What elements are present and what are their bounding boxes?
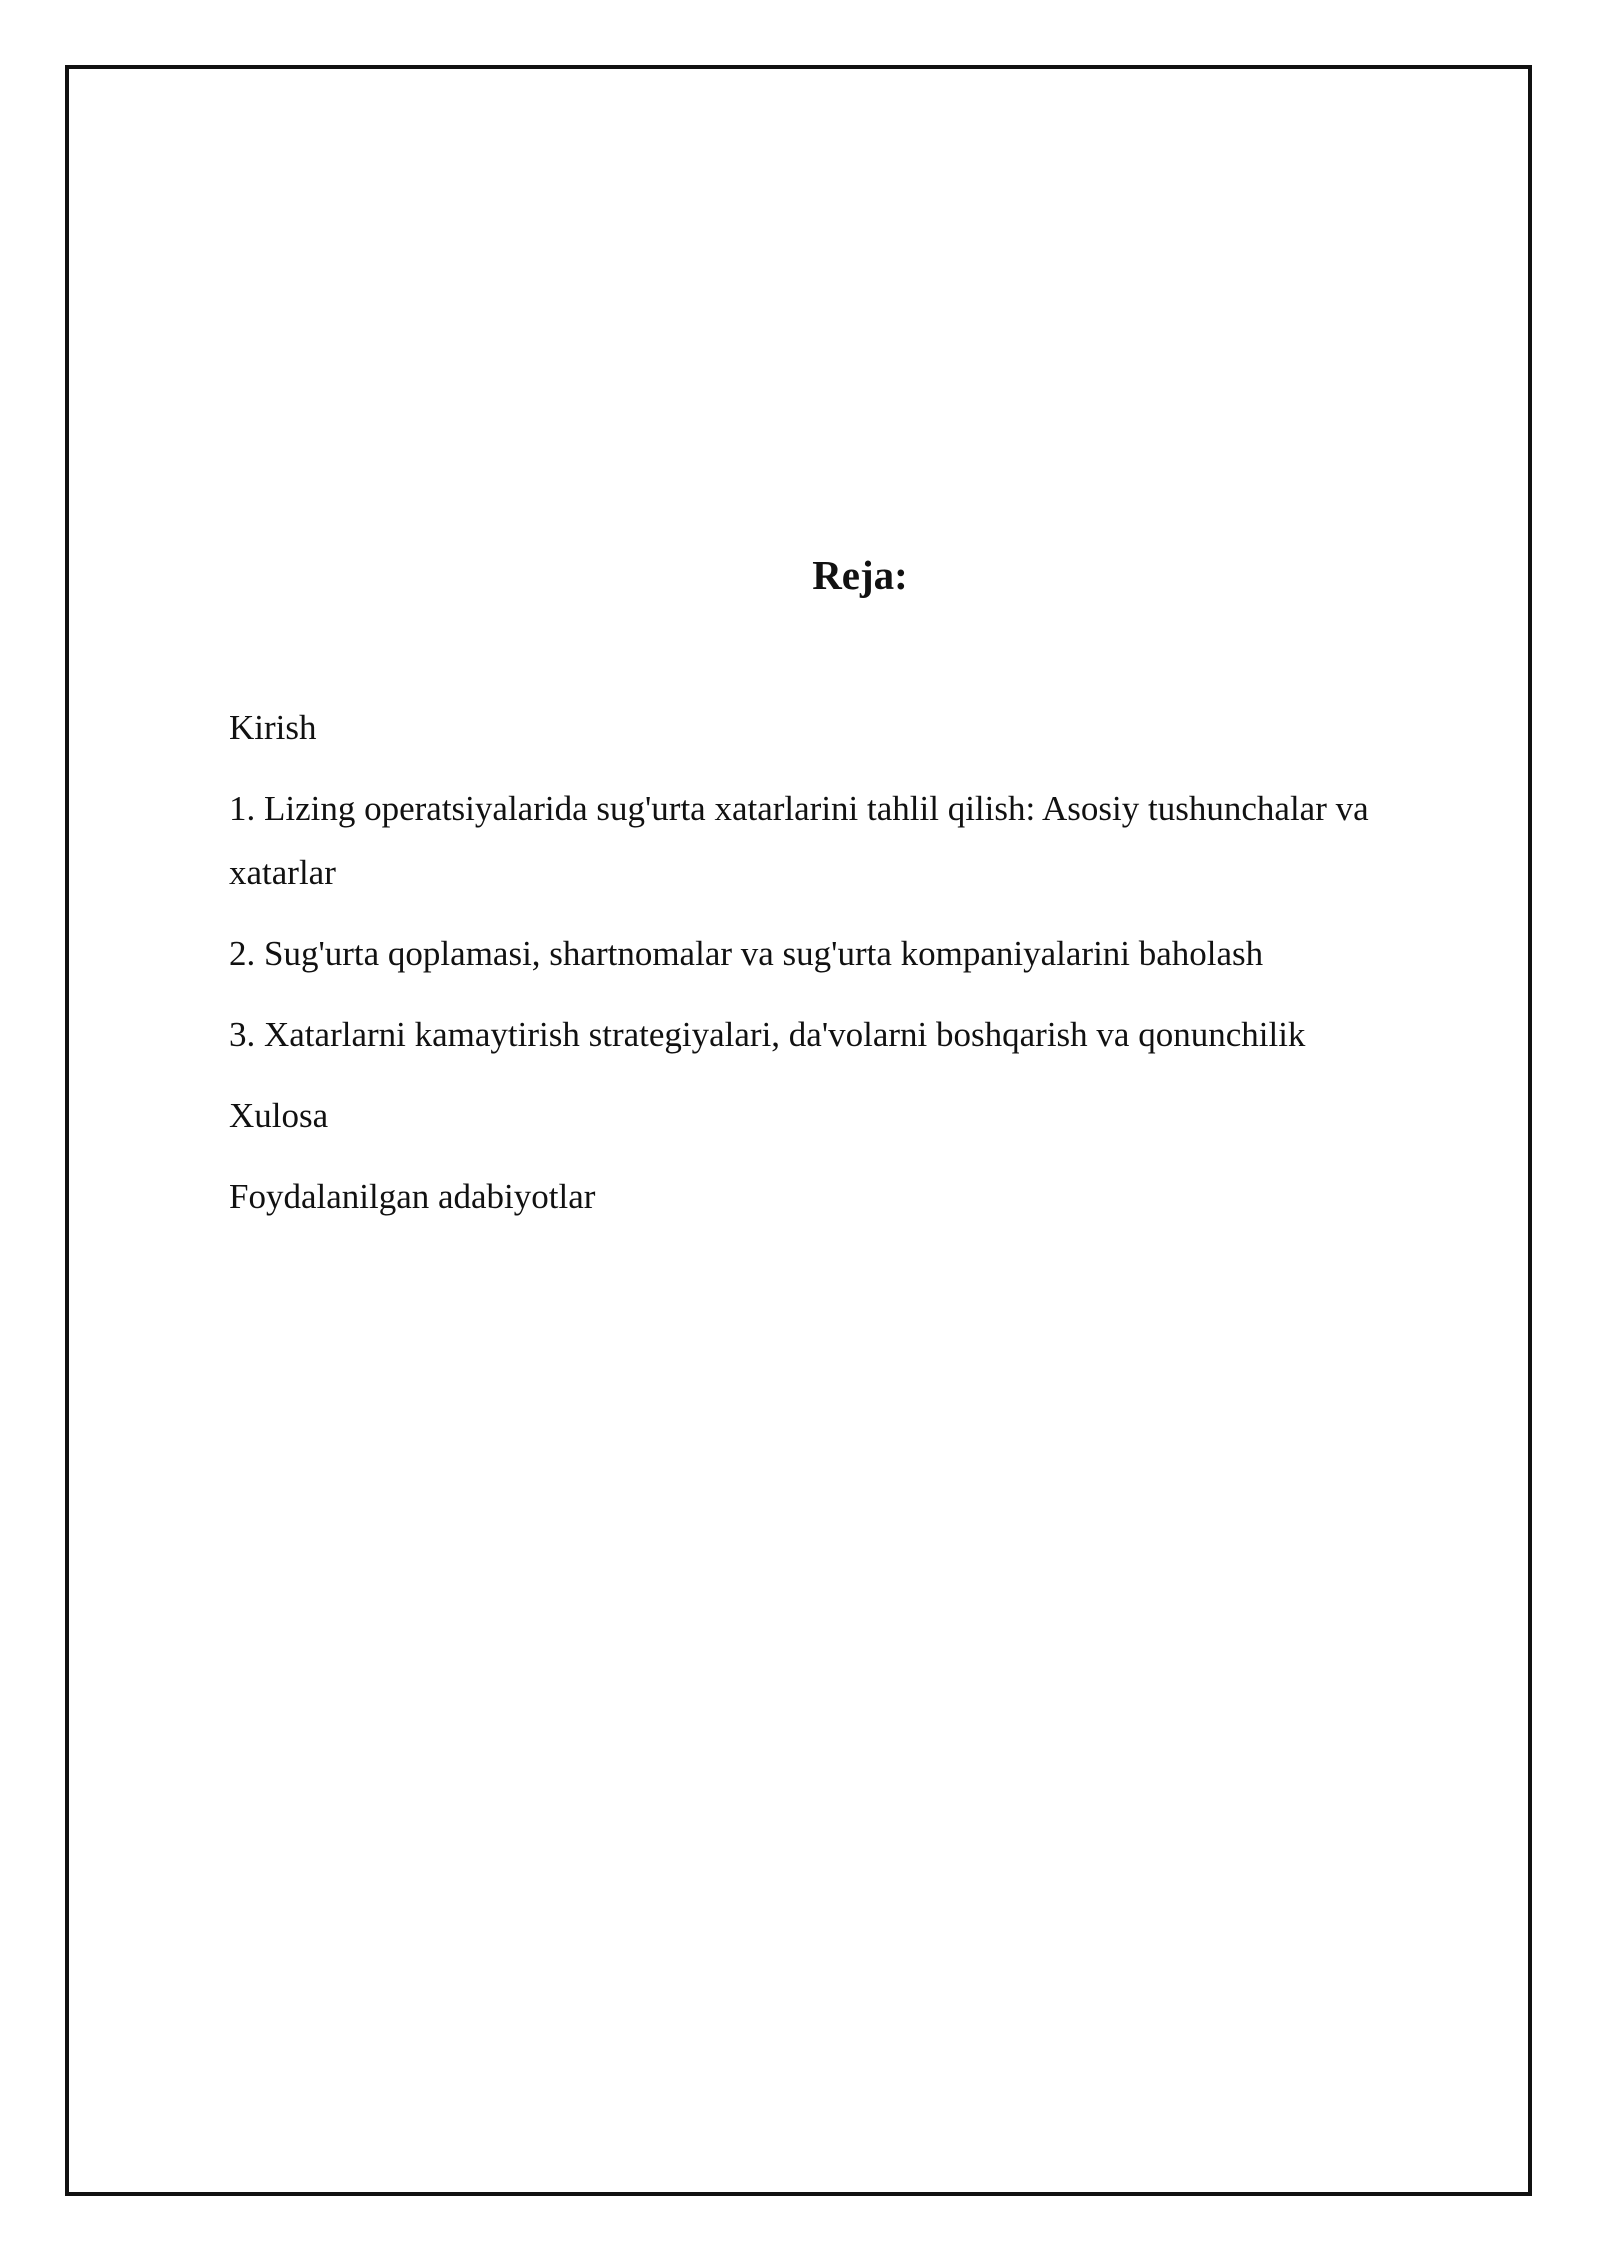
toc-item-section-3: 3. Xatarlarni kamaytirish strategiyalari, da'volarni boshqarish va qonunchilik	[229, 1015, 1306, 1054]
table-of-contents	[229, 696, 1469, 1246]
toc-item-conclusion: Xulosa	[229, 1096, 329, 1135]
toc-item-references: Foydalanilgan adabiyotlar	[229, 1177, 596, 1216]
toc-item-section-2: 2. Sug'urta qoplamasi, shartnomalar va sug'urta kompaniyalarini baholash	[229, 934, 1264, 973]
toc-item-section-1: 1. Lizing operatsiyalarida sug'urta xatarlarini tahlil qilish: Asosiy tushunchalar va xatarlar	[229, 789, 1369, 892]
page-title: Reja:	[812, 552, 908, 598]
toc-item-introduction: Kirish	[229, 708, 317, 747]
